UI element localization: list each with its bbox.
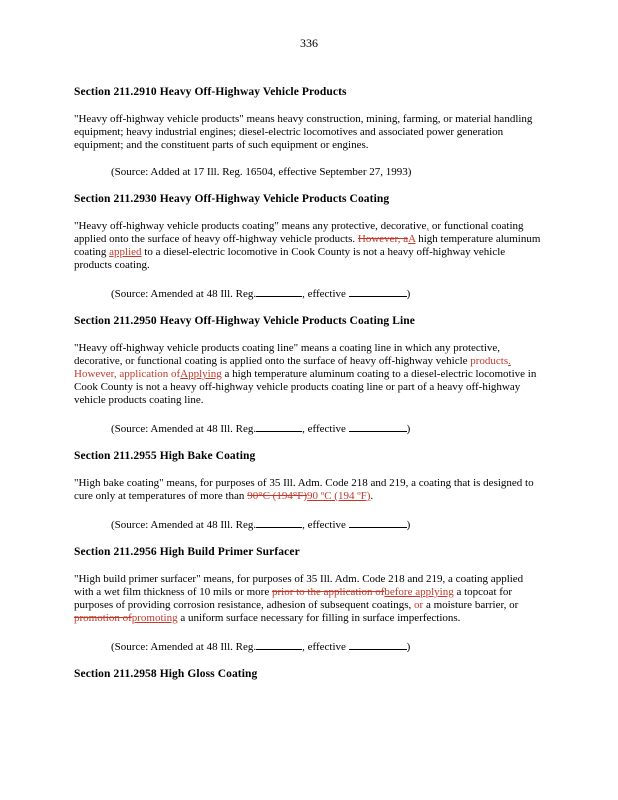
source-suffix: ): [406, 288, 411, 300]
source-effective-label: , effective: [302, 288, 349, 300]
section-2955-heading: Section 211.2955 High Bake Coating: [74, 450, 256, 462]
section-2950-source: [111, 421, 544, 436]
text-run: high temperature aluminum coating: [74, 233, 541, 258]
section-2955-source: [111, 517, 544, 532]
section-2910-heading: Section 211.2910 Heavy Off-Highway Vehicle Products: [74, 86, 347, 98]
inserted-text: Applying: [180, 368, 222, 380]
source-prefix: (Source: Amended at 48 Ill. Reg.: [111, 423, 257, 435]
deleted-text: 90°C (194°F): [247, 490, 308, 502]
deleted-text: promotion of: [74, 612, 132, 624]
inserted-text: A: [408, 233, 416, 245]
inserted-text: before applying: [384, 586, 454, 598]
text-run: a high temperature aluminum coating to a diesel-electric locomotive in Cook County is not a heavy off-highway vehicle products coating line or part of a heavy off-highway vehicle products coating line.: [74, 368, 537, 406]
text-run: "Heavy off-highway vehicle products coating line" means a coating line in which any protective, decorative, or functional coating is applied onto the surface of heavy off-highway vehicle: [74, 342, 501, 367]
source-prefix: (Source: Amended at 48 Ill. Reg.: [111, 641, 257, 653]
section-2930-heading: Section 211.2930 Heavy Off-Highway Vehicle Products Coating: [74, 193, 390, 205]
marked-text: products: [470, 355, 509, 367]
source-suffix: ): [406, 519, 411, 531]
text-run: a topcoat for purposes of providing corrosion resistance, adhesion of subsequent coatings,: [74, 586, 513, 611]
effective-date-blank: [349, 286, 407, 297]
inserted-text: ,: [426, 220, 430, 232]
section-2910-definition: "Heavy off-highway vehicle products" means heavy construction, mining, farming, or material handling equipment; heavy industrial engines; diesel-electric locomotives and associated power generation equipment; and the constituent parts of such equipment or engines.: [74, 113, 533, 151]
text-run: to a diesel-electric locomotive in Cook County is not a heavy off-highway vehicle products coating.: [74, 246, 506, 271]
section-2950-heading: Section 211.2950 Heavy Off-Highway Vehicle Products Coating Line: [74, 315, 415, 327]
text-run: or functional coating applied onto the surface of heavy off-highway vehicle products.: [74, 220, 524, 245]
section-2930-definition: [74, 220, 544, 272]
effective-date-blank: [349, 639, 407, 650]
source-suffix: ): [406, 641, 411, 653]
source-effective-label: , effective: [302, 641, 349, 653]
deleted-text: However, a: [357, 233, 409, 245]
source-prefix: (Source: Amended at 48 Ill. Reg.: [111, 519, 257, 531]
section-2956-heading: Section 211.2956 High Build Primer Surfacer: [74, 546, 300, 558]
section-2956-source: [111, 639, 544, 654]
source-prefix: (Source: Amended at 48 Ill. Reg.: [111, 288, 257, 300]
inserted-text: .: [508, 355, 511, 367]
register-page-blank: [256, 286, 302, 297]
source-effective-label: , effective: [302, 423, 349, 435]
deleted-text: prior to the application of: [271, 586, 385, 598]
text-run: "High build primer surfacer" means, for purposes of 35 Ill. Adm. Code 218 and 219, a coating applied with a wet film thickness of 10 mils or more: [74, 573, 524, 598]
section-2955-definition: [74, 477, 544, 503]
register-page-blank: [256, 639, 302, 650]
text-run: "High bake coating" means, for purposes of 35 Ill. Adm. Code 218 and 219, a coating that is designed to cure only at temperatures of more than: [74, 477, 534, 502]
inserted-text: applied: [109, 246, 142, 258]
section-2930-source: [111, 286, 544, 301]
document-body: [74, 86, 544, 695]
effective-date-blank: [349, 517, 407, 528]
section-2910-source: (Source: Added at 17 Ill. Reg. 16504, effective September 27, 1993): [111, 166, 412, 178]
inserted-text: 90 ºC (194 ºF): [307, 490, 371, 502]
section-2950-definition: [74, 342, 544, 407]
marked-text: or: [414, 599, 424, 611]
effective-date-blank: [349, 421, 407, 432]
source-suffix: ): [406, 423, 411, 435]
register-page-blank: [256, 421, 302, 432]
text-run: a moisture barrier, or: [423, 599, 519, 611]
text-run: .: [370, 490, 374, 502]
text-run: "Heavy off-highway vehicle products coating" means any protective, decorative: [74, 220, 427, 232]
page-number: 336: [300, 36, 318, 50]
inserted-text: promoting: [131, 612, 178, 624]
register-page-blank: [256, 517, 302, 528]
section-2956-definition: [74, 573, 544, 625]
section-2958-heading: Section 211.2958 High Gloss Coating: [74, 668, 258, 680]
text-run: a uniform surface necessary for filling in surface imperfections.: [177, 612, 461, 624]
source-effective-label: , effective: [302, 519, 349, 531]
marked-text: However, application of: [74, 368, 181, 380]
